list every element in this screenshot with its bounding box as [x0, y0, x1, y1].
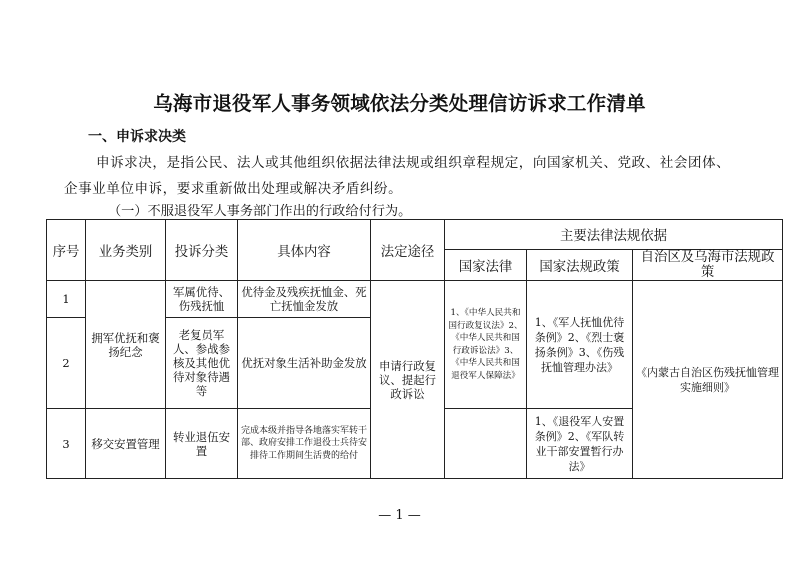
definition-paragraph: 申诉求决，是指公民、法人或其他组织依据法律法规或组织章程规定，向国家机关、党政、社会团体、企事业单位申诉，要求重新做出处理或解决矛盾纠纷。: [64, 155, 731, 197]
subsection-heading: （一）不服退役军人事务部门作出的行政给付行为。: [108, 204, 412, 219]
table-row: [47, 281, 783, 318]
header-business: 业务类别: [86, 220, 166, 281]
section-heading: 一、申诉求决类: [88, 129, 186, 145]
complaint-table: [46, 219, 783, 479]
header-complaint: 投诉分类: [166, 220, 238, 281]
row-content: 完成本级并指导各地落实军转干部、政府安排工作退役士兵待安排待工作期间生活费的给付: [238, 409, 371, 479]
row-content: 优抚对象生活补助金发放: [238, 318, 371, 409]
header-regional: 自治区及乌海市法规政策: [633, 250, 783, 281]
row-seq: 3: [47, 409, 86, 479]
row-national-reg: 1、《军人抚恤优待条例》2、《烈士褒扬条例》3、《伤残抚恤管理办法》: [527, 281, 633, 409]
row-business: 拥军优抚和褒扬纪念: [86, 281, 166, 409]
header-route: 法定途径: [371, 220, 445, 281]
header-legal-basis: 主要法律法规依据: [445, 220, 783, 250]
page-number: — 1 —: [378, 508, 421, 523]
header-national-reg: 国家法规政策: [527, 250, 633, 281]
header-national-law: 国家法律: [445, 250, 527, 281]
row-business: 移交安置管理: [86, 409, 166, 479]
row-national-law: 1、《中华人民共和国行政复议法》2、《中华人民共和国行政诉讼法》3、《中华人民共和国退役军人保障法》: [445, 281, 527, 409]
page-title: 乌海市退役军人事务领域依法分类处理信访诉求工作清单: [153, 92, 646, 115]
header-seq: 序号: [47, 220, 86, 281]
row-complaint: 转业退伍安置: [166, 409, 238, 479]
row-complaint: 军属优待、伤残抚恤: [166, 281, 238, 318]
row-national-reg: 1、《退役军人安置条例》2、《军队转业干部安置暂行办法》: [527, 409, 633, 479]
row-seq: 1: [47, 281, 86, 318]
row-content: 优待金及残疾抚恤金、死亡抚恤金发放: [238, 281, 371, 318]
row-national-law: [445, 409, 527, 479]
row-route: 申请行政复议、提起行政诉讼: [371, 281, 445, 479]
row-regional: 《内蒙古自治区伤残抚恤管理实施细则》: [633, 281, 783, 479]
row-seq: 2: [47, 318, 86, 409]
header-content: 具体内容: [238, 220, 371, 281]
row-complaint: 老复员军人、参战参核及其他优待对象待遇等: [166, 318, 238, 409]
